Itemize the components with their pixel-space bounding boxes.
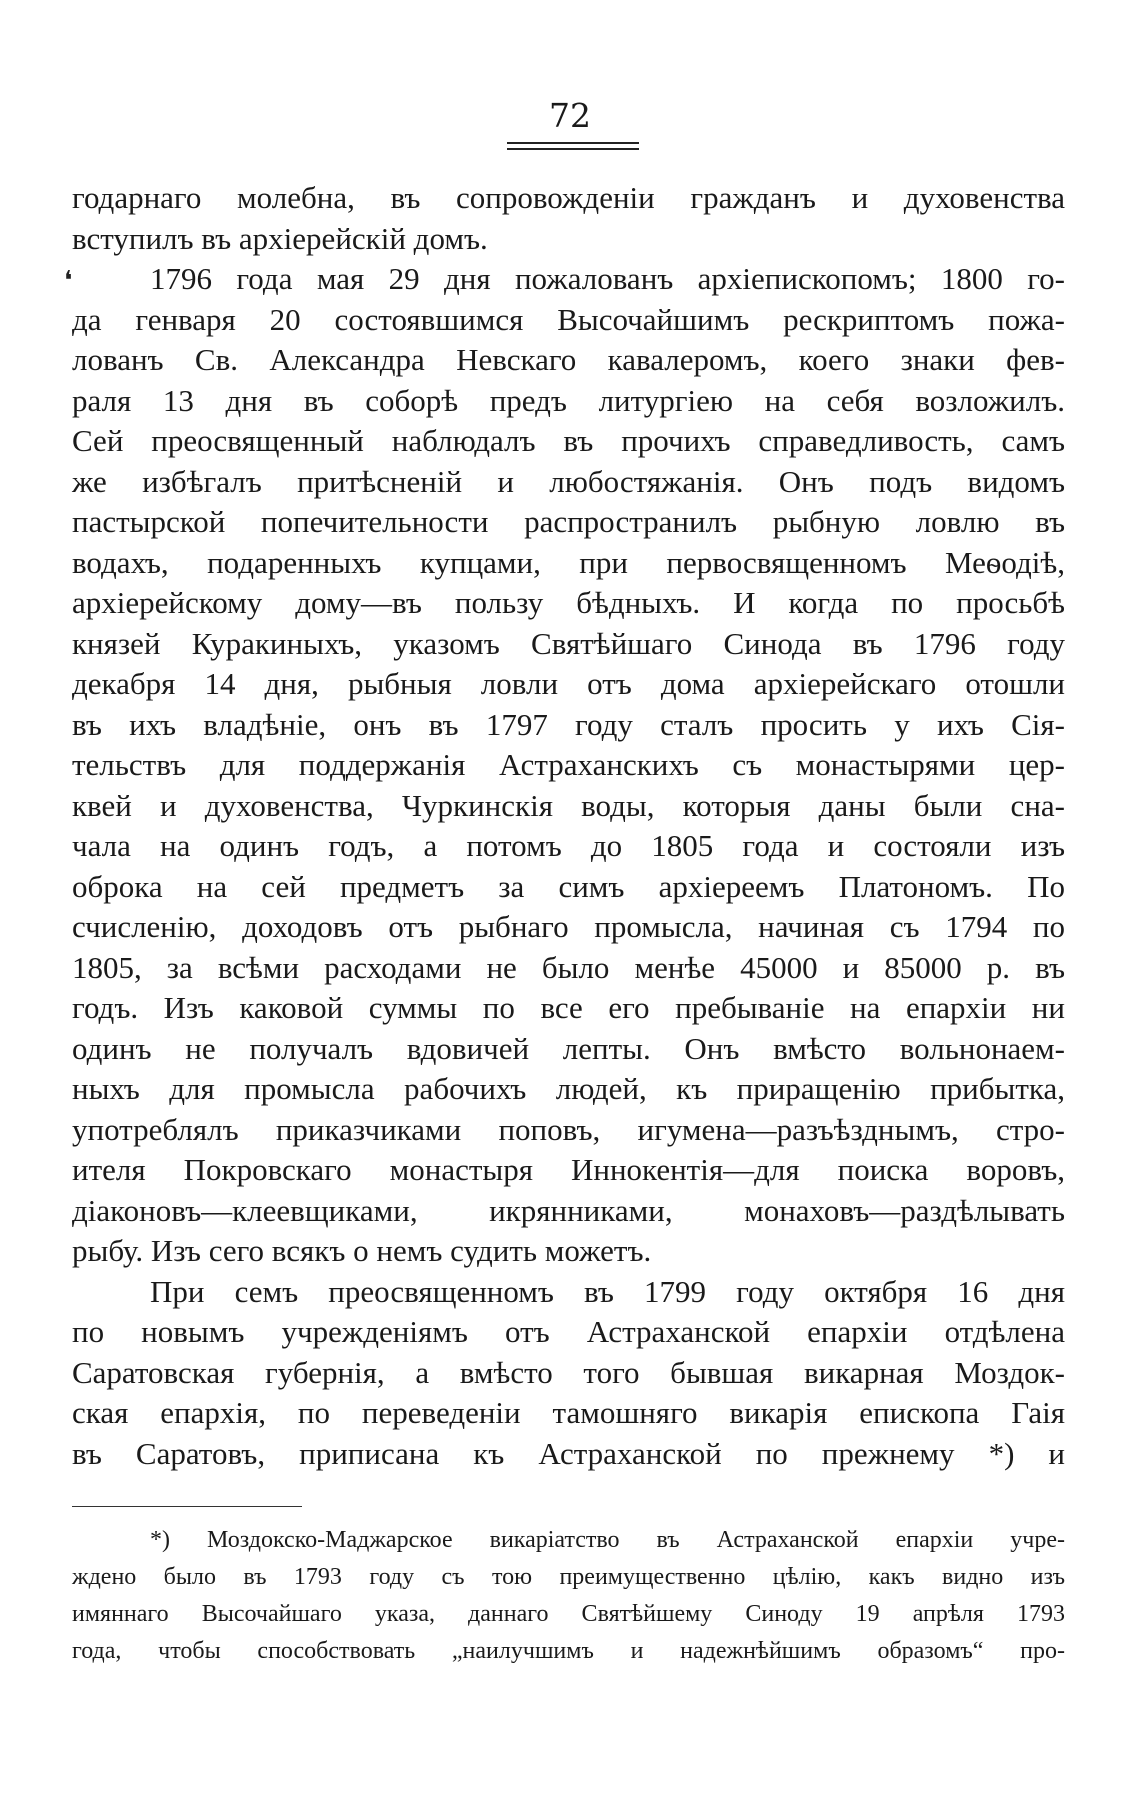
body-line: ителя Покровскаго монастыря Иннокентія—для поиска воровъ,: [72, 1152, 1065, 1187]
page-number: 72: [549, 96, 591, 135]
footnote-line: имяннаго Высочайшаго указа, даннаго Святѣйшему Синоду 19 апрѣля 1793: [72, 1601, 1065, 1627]
footnote-rule: [72, 1506, 302, 1507]
page-number-rule: [507, 142, 639, 144]
body-line: 1805, за всѣми расходами не было менѣе 45000 и 85000 р. въ: [72, 949, 1065, 985]
footnote-line: года, чтобы способствовать „наилучшимъ и надежнѣйшимъ образомъ“ про-: [72, 1638, 1065, 1664]
footnote: [72, 1522, 1065, 1670]
body-line: по новымъ учрежденіямъ отъ Астраханской епархіи отдѣлена: [72, 1314, 1065, 1349]
body-line: архіерейскому дому—въ пользу бѣдныхъ. И когда по просьбѣ: [72, 585, 1065, 620]
body-line: ныхъ для промысла рабочихъ людей, къ приращенію прибытка,: [72, 1071, 1065, 1106]
body-line: тельствъ для поддержанія Астраханскихъ съ монастырями цер-: [72, 747, 1065, 782]
body-line: квей и духовенства, Чуркинскія воды, которыя даны были сна-: [72, 787, 1065, 823]
body-line: употреблялъ приказчиками поповъ, игумена—разъѣзднымъ, стро-: [72, 1111, 1065, 1147]
body-line: Сей преосвященный наблюдалъ въ прочихъ справедливость, самъ: [72, 423, 1065, 458]
body-line: рыбу. Изъ сего всякъ о немъ судить можетъ.: [72, 1233, 652, 1268]
body-line: въ ихъ владѣніе, онъ въ 1797 году сталъ просить у ихъ Сія-: [72, 706, 1065, 742]
body-line: годарнаго молебна, въ сопровожденіи гражданъ и духовенства: [72, 180, 1065, 215]
body-line: водахъ, подаренныхъ купцами, при первосвященномъ Меѳодіѣ,: [72, 544, 1065, 580]
body-line: вступилъ въ архіерейскій домъ.: [72, 220, 488, 256]
page-number-rule-second: [507, 148, 639, 150]
body-line: Саратовская губернія, а вмѣсто того бывшая викарная Моздок-: [72, 1354, 1065, 1390]
body-line: При семъ преосвященномъ въ 1799 году октября 16 дня: [150, 1273, 1065, 1309]
footnote-line: *) Моздокско-Маджарское викаріатство въ Астраханской епархіи учре-: [150, 1527, 1065, 1553]
body-text: [72, 178, 1065, 1474]
body-line: счисленію, доходовъ отъ рыбнаго промысла, начиная съ 1794 по: [72, 909, 1065, 944]
body-line: одинъ не получалъ вдовичей лепты. Онъ вмѣсто вольнонаем-: [72, 1030, 1065, 1066]
body-line: князей Куракиныхъ, указомъ Святѣйшаго Синода въ 1796 году: [72, 625, 1065, 661]
body-line: 1796 года мая 29 дня пожалованъ архіепископомъ; 1800 го-: [150, 261, 1065, 296]
body-line: въ Саратовъ, приписана къ Астраханской по прежнему *) и: [72, 1435, 1065, 1471]
body-line: годъ. Изъ каковой суммы по все его пребываніе на епархіи ни: [72, 990, 1065, 1025]
footnote-line: ждено было въ 1793 году съ тою преимущественно цѣлію, какъ видно изъ: [72, 1564, 1065, 1590]
body-line: декабря 14 дня, рыбныя ловли отъ дома архіерейскаго отошли: [72, 666, 1065, 701]
body-line: пастырской попечительности распространилъ рыбную ловлю въ: [72, 504, 1065, 539]
marginal-mark: ❛: [64, 266, 73, 296]
body-line: чала на одинъ годъ, а потомъ до 1805 года и состояли изъ: [72, 828, 1065, 863]
body-line: да генваря 20 состоявшимся Высочайшимъ рескриптомъ пожа-: [72, 301, 1065, 337]
body-line: лованъ Св. Александра Невскаго кавалеромъ, коего знаки фев-: [72, 342, 1065, 377]
body-line: раля 13 дня въ соборѣ предъ литургіею на себя возложилъ.: [72, 382, 1065, 418]
body-line: оброка на сей предметъ за симъ архіереемъ Платономъ. По: [72, 868, 1065, 904]
body-line: ская епархія, по переведеніи тамошняго викарія епископа Гаія: [72, 1395, 1065, 1430]
body-line: же избѣгалъ притѣсненій и любостяжанія. Онъ подъ видомъ: [72, 463, 1065, 499]
body-line: діаконовъ—клеевщиками, икрянниками, монаховъ—раздѣлывать: [72, 1192, 1065, 1228]
